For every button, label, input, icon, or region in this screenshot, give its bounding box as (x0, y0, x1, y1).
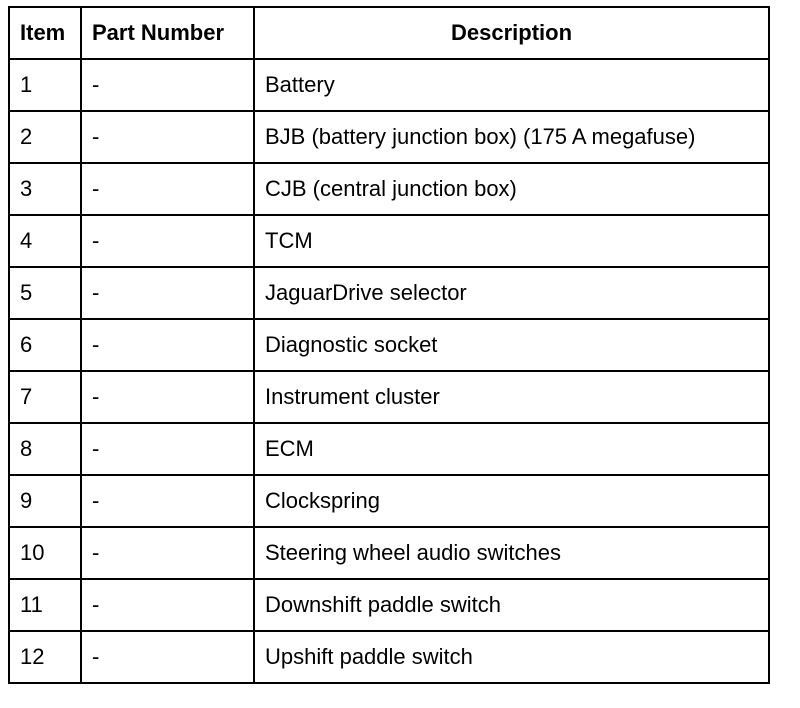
cell-item: 12 (9, 631, 81, 683)
header-part-number: Part Number (81, 7, 254, 59)
table-row (9, 319, 769, 371)
cell-description: CJB (central junction box) (254, 163, 769, 215)
cell-part-number: - (81, 111, 254, 163)
cell-description: Steering wheel audio switches (254, 527, 769, 579)
cell-description: Upshift paddle switch (254, 631, 769, 683)
cell-description: Instrument cluster (254, 371, 769, 423)
cell-part-number: - (81, 163, 254, 215)
table-row (9, 111, 769, 163)
cell-part-number: - (81, 59, 254, 111)
cell-description: Clockspring (254, 475, 769, 527)
cell-item: 7 (9, 371, 81, 423)
table-row (9, 215, 769, 267)
table-header (9, 7, 769, 59)
cell-part-number: - (81, 267, 254, 319)
cell-description: ECM (254, 423, 769, 475)
cell-part-number: - (81, 527, 254, 579)
cell-description: BJB (battery junction box) (175 A megafuse) (254, 111, 769, 163)
table-row (9, 163, 769, 215)
table-row (9, 59, 769, 111)
cell-part-number: - (81, 371, 254, 423)
cell-item: 10 (9, 527, 81, 579)
cell-part-number: - (81, 215, 254, 267)
table-body (9, 59, 769, 683)
cell-item: 1 (9, 59, 81, 111)
cell-part-number: - (81, 319, 254, 371)
cell-item: 4 (9, 215, 81, 267)
cell-part-number: - (81, 475, 254, 527)
cell-part-number: - (81, 423, 254, 475)
cell-item: 8 (9, 423, 81, 475)
table-row (9, 527, 769, 579)
cell-part-number: - (81, 579, 254, 631)
table-row (9, 267, 769, 319)
cell-item: 2 (9, 111, 81, 163)
header-row (9, 7, 769, 59)
cell-description: Diagnostic socket (254, 319, 769, 371)
cell-description: JaguarDrive selector (254, 267, 769, 319)
table-row (9, 631, 769, 683)
cell-description: Downshift paddle switch (254, 579, 769, 631)
table-row (9, 579, 769, 631)
cell-description: TCM (254, 215, 769, 267)
header-description: Description (254, 7, 769, 59)
cell-description: Battery (254, 59, 769, 111)
cell-part-number: - (81, 631, 254, 683)
parts-table (8, 6, 770, 684)
cell-item: 3 (9, 163, 81, 215)
cell-item: 11 (9, 579, 81, 631)
table-row (9, 371, 769, 423)
table-row (9, 475, 769, 527)
cell-item: 5 (9, 267, 81, 319)
cell-item: 6 (9, 319, 81, 371)
table-row (9, 423, 769, 475)
cell-item: 9 (9, 475, 81, 527)
header-item: Item (9, 7, 81, 59)
